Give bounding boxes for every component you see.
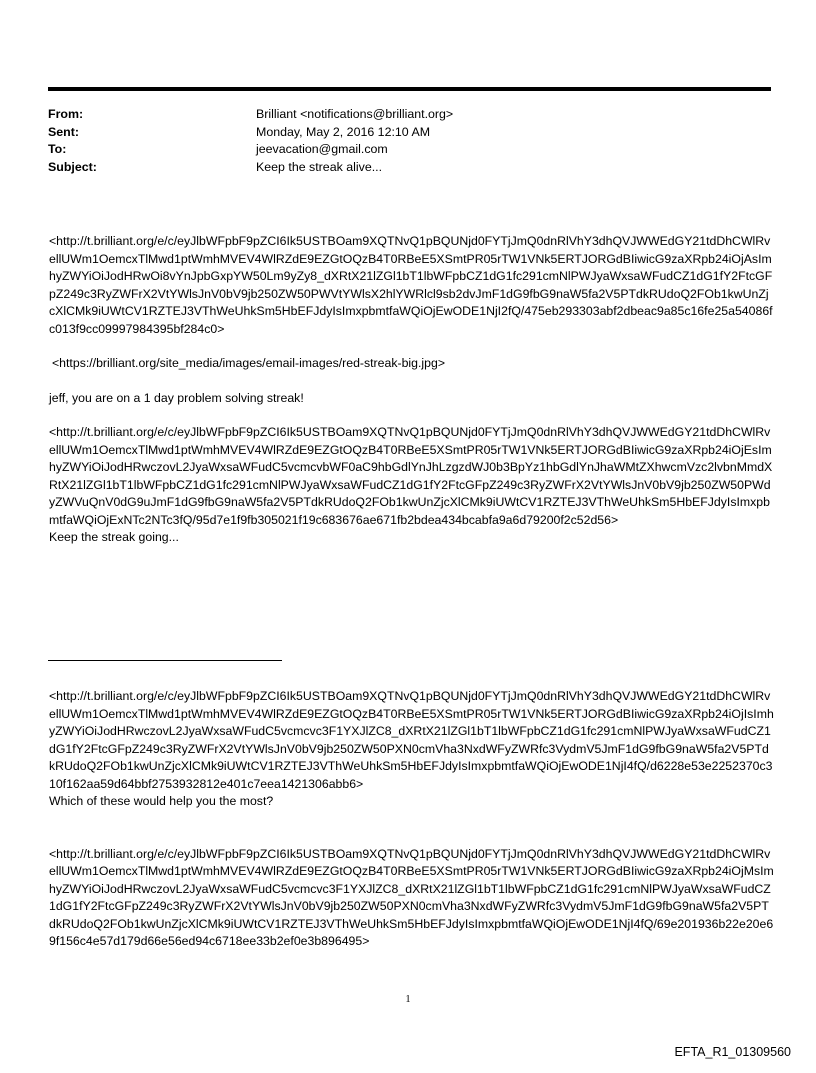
from-value: Brilliant <notifications@brilliant.org> (256, 107, 454, 121)
from-label: From: (48, 107, 84, 121)
streak-message: jeff, you are on a 1 day problem solving streak! (49, 390, 304, 405)
page-number: 1 (405, 994, 411, 1005)
signature-separator (48, 660, 282, 661)
to-row (48, 141, 768, 159)
spacer (49, 373, 774, 390)
email-header (48, 106, 768, 176)
email-body (49, 233, 774, 547)
spacer (49, 811, 774, 846)
sent-label: Sent: (48, 124, 79, 139)
survey-question: Which of these would help you the most? (49, 794, 274, 808)
to-label: To: (48, 142, 67, 156)
tracking-link-logo[interactable]: <http://t.brilliant.org/e/c/eyJlbWFpbF9pZCI6Ik5USTBOam9XQTNvQ1pBQUNjd0FYTjJmQ0dnRlVhY3dhQVJWWEdGY21tdDhCWlRvellUWm1OemcxTlMwd1ptWmhMVEV4WlRZdE9EZGtOQzB4T0RBeE5XSmtPR05rTW1VNk5ERTJORGdBIiwicG9zaXRpb24iOjAsImhyZWYiOiJodHRwOi8vYnJpbGxpYW50Lm9yZy8_dXRtX21lZGl1bT1lbWFpbCZ1dG1fc291cmNlPWJyaWxsaWFudCZ1dG1fY2FtcGFpZ249c3RyZWFrX2VtYWlsJnV0bV9jb250ZW50PWVtYWlsX2hlYWRlcl9sb2dvJmF1dG9fbG9naW5fa2V5PTdkRUdoQ2FOb1kwUnZjcXlCMk9iUWtCV1RZTEJ3VThWeUhkSm5HbEFJdyIsImxpbmtfaWQiOjEwODE1NjI2fQ/475eb293303abf2dbeac9a85c16fe25a54086fc013f9cc09997984395bf284c0> (49, 234, 773, 336)
subject-label: Subject: (48, 159, 97, 174)
tracking-link-survey-2[interactable]: <http://t.brilliant.org/e/c/eyJlbWFpbF9pZCI6Ik5USTBOam9XQTNvQ1pBQUNjd0FYTjJmQ0dnRlVhY3dhQVJWWEdGY21tdDhCWlRvellUWm1OemcxTlMwd1ptWmhMVEV4WlRZdE9EZGtOQzB4T0RBeE5XSmtPR05rTW1VNk5ERTJORGdBIiwicG9zaXRpb24iOjMsImhyZWYiOiJodHRwczovL2JyaWxsaWFudC5vcmcvc3F1YXJlZC8_dXRtX21lZGl1bT1lbWFpbCZ1dG1fc291cmNlPWJyaWxsaWFudCZ1dG1fY2FtcGFpZ249c3RyZWFrX2VtYWlsJnV0bV9jb250ZW50PXN0cmVha3NxdWFyZWRfc3VydmV5JmF1dG9fbG9naW5fa2V5PTdkRUdoQ2FOb1kwUnZjcXlCMk9iUWtCV1RZTEJ3VThWeUhkSm5HbEFJdyIsImxpbmtfaWQiOjEwODE1NjI4fQ/69e201936b22e20e69f156c4e57d179d66e56ed94c6718ee33b2ef0e3b896495> (49, 846, 774, 948)
tracking-link-survey[interactable]: <http://t.brilliant.org/e/c/eyJlbWFpbF9pZCI6Ik5USTBOam9XQTNvQ1pBQUNjd0FYTjJmQ0dnRlVhY3dhQVJWWEdGY21tdDhCWlRvellUWm1OemcxTlMwd1ptWmhMVEV4WlRZdE9EZGtOQzB4T0RBeE5XSmtPR05rTW1VNk5ERTJORGdBIiwicG9zaXRpb24iOjIsImhyZWYiOiJodHRwczovL2JyaWxsaWFudC5vcmcvc3F1YXJlZC8_dXRtX21lZGl1bT1lbWFpbCZ1dG1fc291cmNlPWJyaWxsaWFudCZ1dG1fY2FtcGFpZ249c3RyZWFrX2VtYWlsJnV0bV9jb250ZW50PXN0cmVha3NxdWFyZWRfc3VydmV5JmF1dG9fbG9naW5fa2V5PTdkRUdoQ2FOb1kwUnZjcXlCMk9iUWtCV1RZTEJ3VThWeUhkSm5HbEFJdyIsImxpbmtfaWQiOjEwODE1NjI4fQ/d6228e53e2252370c310f162aa59d64bbf2753932812e401c7eea1421306abb6> (49, 689, 774, 791)
subject-value: Keep the streak alive... (256, 159, 383, 174)
sent-value: Monday, May 2, 2016 12:10 AM (256, 124, 431, 139)
spacer (49, 407, 774, 424)
from-row (48, 106, 768, 124)
email-lower-section (49, 688, 774, 951)
subject-row (48, 159, 768, 177)
sent-row (48, 124, 768, 142)
tracking-link-green-button[interactable]: <http://t.brilliant.org/e/c/eyJlbWFpbF9pZCI6Ik5USTBOam9XQTNvQ1pBQUNjd0FYTjJmQ0dnRlVhY3dhQVJWWEdGY21tdDhCWlRvellUWm1OemcxTlMwd1ptWmhMVEV4WlRZdE9EZGtOQzB4T0RBeE5XSmtPR05rTW1VNk5ERTJORGdBIiwicG9zaXRpb24iOjEsImhyZWYiOiJodHRwczovL2JyaWxsaWFudC5vcmcvbWF0aC9hbGdlYnJhLzgzdWJ0b3BpYz1hbGdlYnJhaWMtZXhwcmVzc2lvbnMmdXRtX21lZGl1bT1lbWFpbCZ1dG1fc291cmNlPWJyaWxsaWFudCZ1dG1fY2FtcGFpZ249c3RyZWFrX2VtYWlsJnV0bV9jb250ZW50PWdyZWVuQnV0dG9uJmF1dG9fbG9naW5fa2V5PTdkRUdoQ2FOb1kwUnZjcXlCMk9iUWtCV1RZTEJ3VThWeUhkSm5HbEFJdyIsImxpbmtfaWQiOjExNTc2NTc3fQ/95d7e1f9fb305021f19c683676ae671fb2bdea434bcabfa9a6d79200f2c52d56> (49, 425, 773, 527)
to-value: jeevacation@gmail.com (256, 142, 388, 156)
image-link-red-streak[interactable]: <https://brilliant.org/site_media/images/email-images/red-streak-big.jpg> (52, 356, 445, 370)
keep-going-text: Keep the streak going... (49, 530, 179, 544)
spacer (49, 338, 774, 355)
header-top-rule (48, 87, 771, 91)
bates-number: EFTA_R1_01309560 (674, 1045, 791, 1059)
